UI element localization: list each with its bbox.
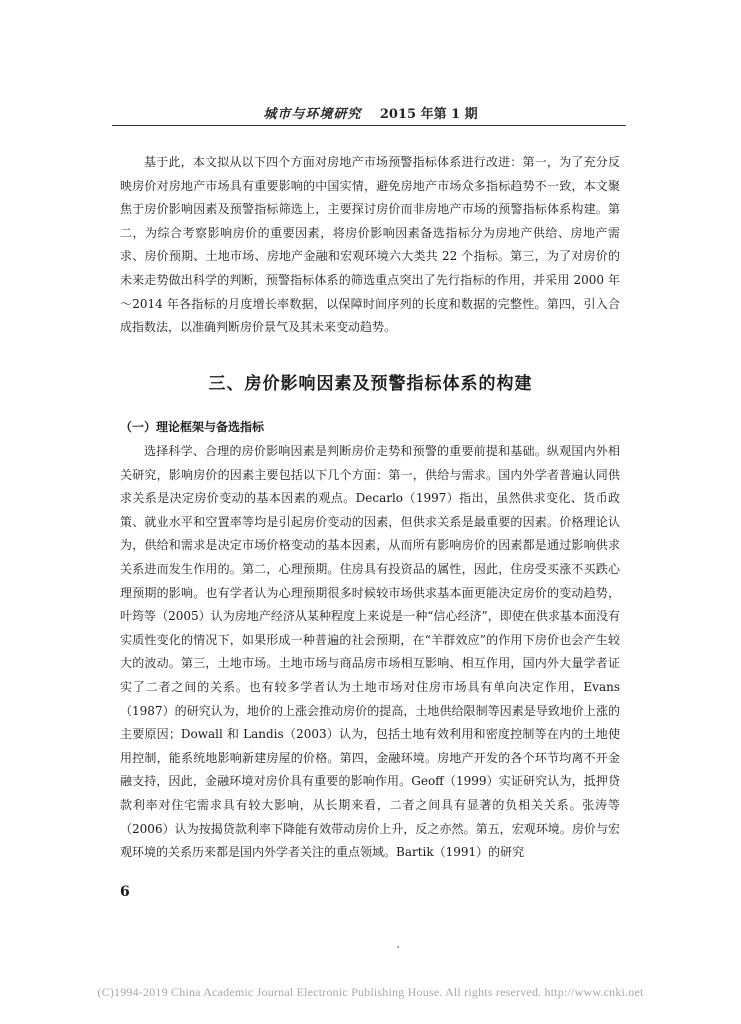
subsection-heading: （一）理论框架与备选指标 [120, 420, 265, 434]
copyright-footer: (C)1994-2019 China Academic Journal Electronic Publishing House. All rights reserved. http://www.cnki.net [97, 985, 644, 999]
issue-label: 2015 年第 1 期 [379, 107, 478, 122]
running-header [0, 103, 741, 122]
main-paragraph: 选择科学、合理的房价影响因素是判断房价走势和预警的重要前提和基础。纵观国内外相关研究，影响房价的因素主要包括以下几个方面：第一，供给与需求。国内外学者普遍认同供求关系是决定房价变动的基本因素的观点。Decarlo（1997）指出，虽然供求变化、货币政策、就业水平和空置率等均是引起房价变动的因素，但供求关系是最重要的因素。价格理论认为，供给和需求是决定市场价格变动的基本因素，从而所有影响房价的因素都是通过影响供求关系进而发生作用的。第二，心理预期。住房具有投资品的属性，因此，住房受买涨不买跌心理预期的影响。也有学者认为心理预期很多时候较市场供求基本面更能决定房价的变动趋势，叶筠等（2005）认为房地产经济从某种程度上来说是一种“信心经济”，即使在供求基本面没有实质性变化的情况下，如果形成一种普遍的社会预期，在“羊群效应”的作用下房价也会产生较大的波动。第三，土地市场。土地市场与商品房市场相互影响、相互作用，国内外大量学者证实了二者之间的关系。也有较多学者认为土地市场对住房市场具有单向决定作用，Evans（1987）的研究认为，地价的上涨会推动房价的提高，土地供给限制等因素是导致地价上涨的主要原因；Dowall 和 Landis（2003）认为，包括土地有效利用和密度控制等在内的土地使用控制，能系统地影响新建房屋的价格。第四，金融环境。房地产开发的各个环节均离不开金融支持，因此，金融环境对房价具有重要的影响作用。Geoff（1999）实证研究认为，抵押贷款利率对住宅需求具有较大影响，从长期来看，二者之间具有显著的负相关关系。张涛等（2006）认为按揭贷款利率下降能有效带动房价上升，反之亦然。第五，宏观环境。房价与宏观环境的关系历来都是国内外学者关注的重点领域。Bartik（1991）的研究 [120, 444, 620, 860]
section-heading: 三、房价影响因素及预警指标体系的构建 [208, 374, 533, 394]
scan-artifact [397, 946, 399, 948]
header-rule [112, 125, 626, 126]
page-number: 6 [120, 884, 130, 900]
journal-title: 城市与环境研究 [263, 107, 362, 122]
intro-paragraph: 基于此，本文拟从以下四个方面对房地产市场预警指标体系进行改进：第一，为了充分反映房价对房地产市场具有重要影响的中国实情，避免房地产市场众多指标趋势不一致，本文聚焦于房价影响因素及预警指标筛选上，主要探讨房价而非房地产市场的预警指标体系构建。第二，为综合考察影响房价的重要因素，将房价影响因素备选指标分为房地产供给、房地产需求、房价预期、土地市场、房地产金融和宏观环境六大类共 22 个指标。第三，为了对房价的未来走势做出科学的判断，预警指标体系的筛选重点突出了先行指标的作用，并采用 2000 年～2014 年各指标的月度增长率数据，以保障时间序列的长度和数据的完整性。第四，引入合成指数法，以准确判断房价景气及其未来变动趋势。 [120, 155, 620, 335]
